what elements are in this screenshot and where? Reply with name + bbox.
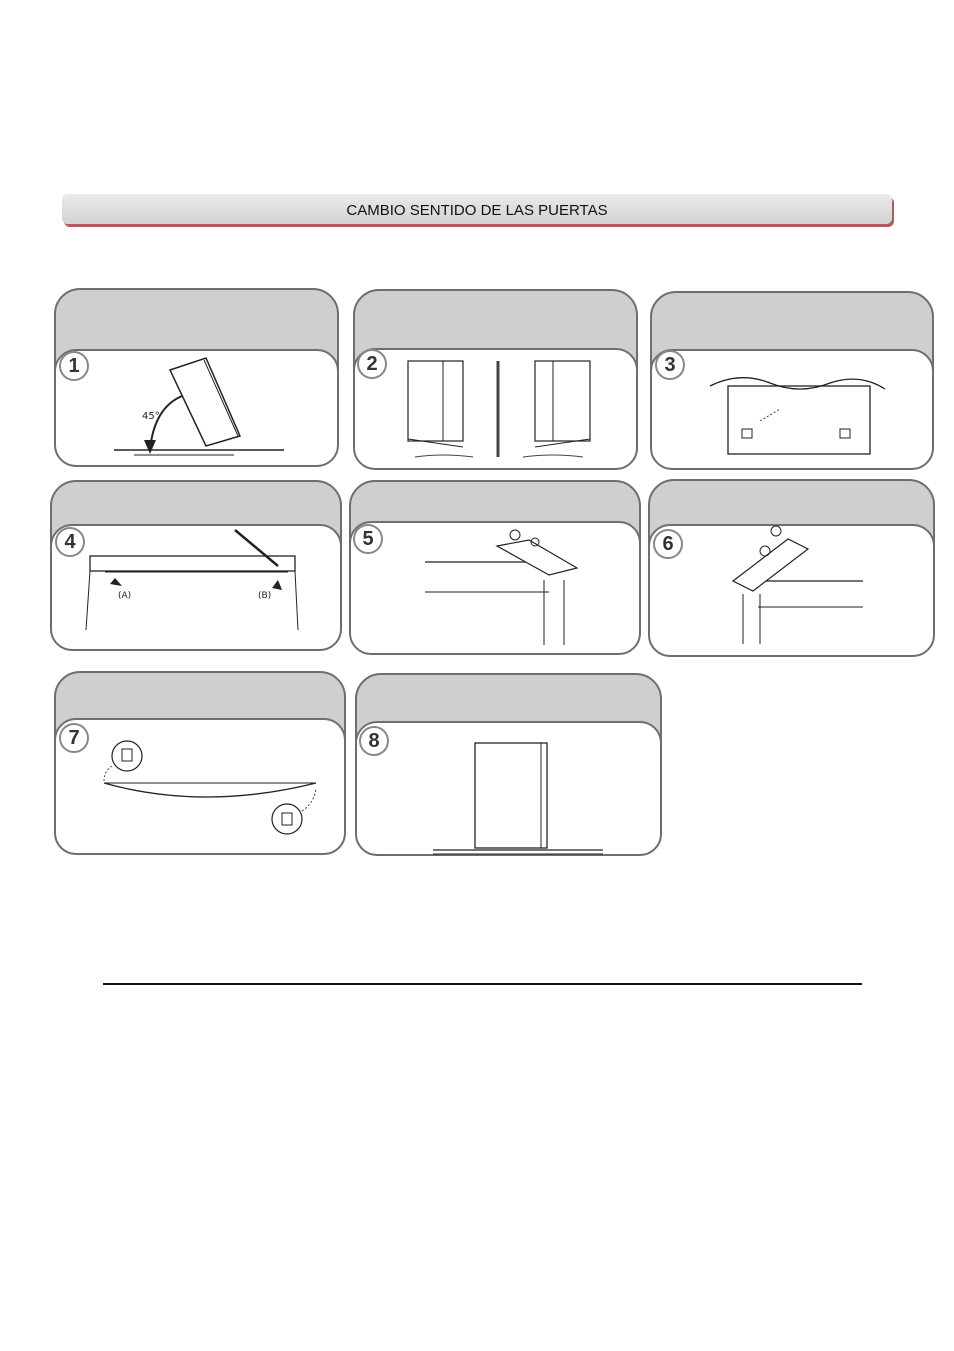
label-b: (B) (258, 591, 272, 601)
door-pins-icon (54, 671, 346, 855)
step-card-7 (54, 671, 346, 855)
step-card-2 (353, 289, 638, 470)
screwdriver-cover-icon (50, 480, 342, 651)
step-number: 1 (59, 351, 89, 381)
fridge-tilt-icon (54, 288, 339, 467)
fridge-base-feet-icon (353, 289, 638, 470)
step-card-3 (650, 291, 934, 470)
section-banner (62, 194, 892, 224)
step-number: 7 (59, 723, 89, 753)
section-title: CAMBIO SENTIDO DE LAS PUERTAS (346, 202, 608, 219)
hinge-bracket-icon (349, 480, 641, 655)
step-card-1 (54, 288, 339, 467)
step-number: 8 (359, 726, 389, 756)
step-card-8 (355, 673, 662, 856)
step-card-6 (648, 479, 935, 657)
angle-label: 45° (142, 411, 160, 422)
label-a: (A) (118, 591, 132, 601)
fridge-front-icon (355, 673, 662, 856)
footer-rule (103, 983, 862, 985)
hinge-bracket-reverse-icon (648, 479, 935, 657)
step-card-5 (349, 480, 641, 655)
step-card-4 (50, 480, 342, 651)
step-number: 4 (55, 527, 85, 557)
step-number: 5 (353, 524, 383, 554)
step-number: 2 (357, 349, 387, 379)
top-cover-screws-icon (650, 291, 934, 470)
step-number: 6 (653, 529, 683, 559)
step-number: 3 (655, 350, 685, 380)
